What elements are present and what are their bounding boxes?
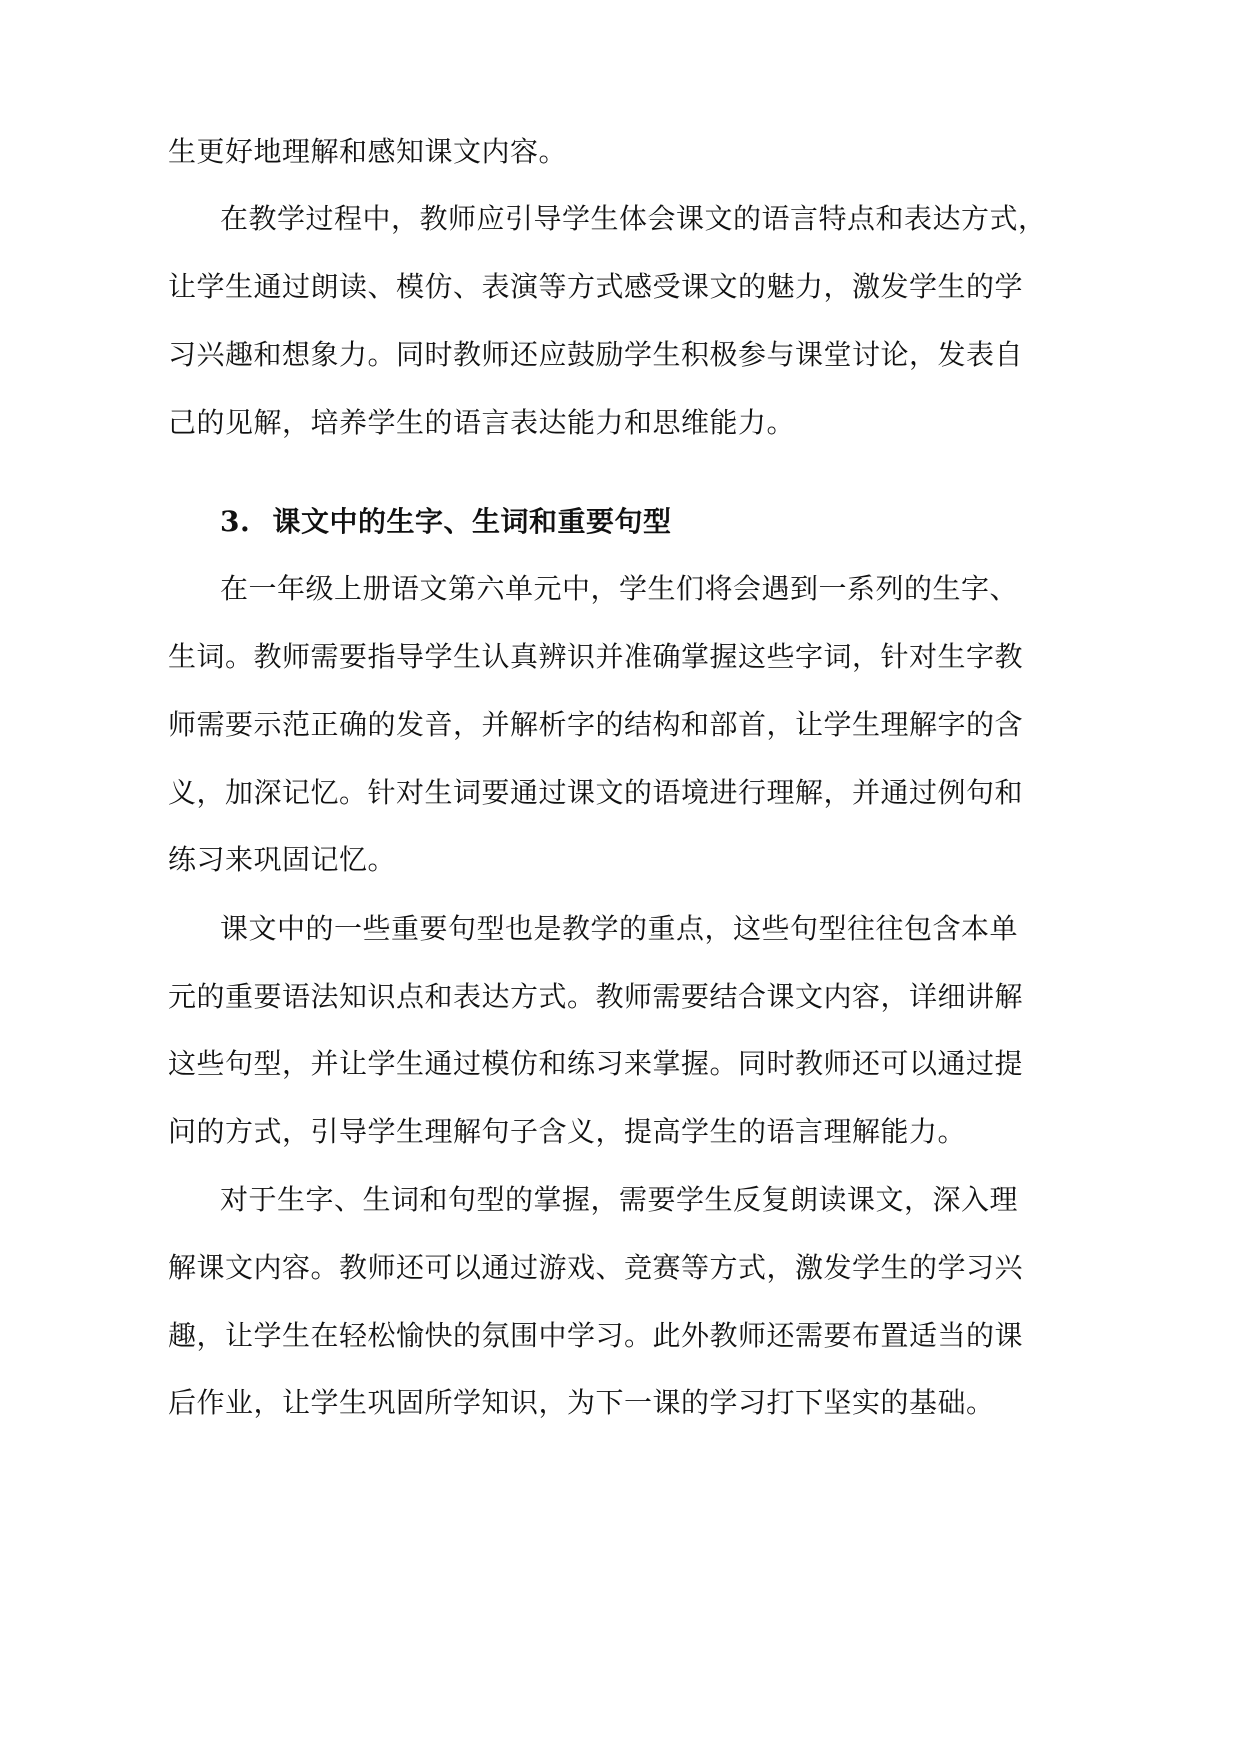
paragraph-line: 让学生通过朗读、模仿、表演等方式感受课文的魅力，激发学生的学 [168,270,1024,303]
paragraph-line: 趣，让学生在轻松愉快的氛围中学习。此外教师还需要布置适当的课 [168,1319,1024,1352]
paragraph-line: 课文中的一些重要句型也是教学的重点，这些句型往往包含本单 [220,912,1019,945]
section-title: 课文中的生字、生词和重要句型 [272,505,672,538]
paragraph-line: 后作业，让学生巩固所学知识，为下一课的学习打下坚实的基础。 [168,1386,995,1419]
paragraph-line: 师需要示范正确的发音，并解析字的结构和部首，让学生理解字的含 [168,708,1024,741]
section-number: 3. [220,505,251,538]
paragraph-line: 生更好地理解和感知课文内容。 [168,135,568,168]
paragraph-line: 这些句型，并让学生通过模仿和练习来掌握。同时教师还可以通过提 [168,1047,1024,1080]
paragraph-line: 练习来巩固记忆。 [168,843,397,876]
paragraph-line: 在教学过程中，教师应引导学生体会课文的语言特点和表达方式， [220,202,1047,235]
paragraph-line: 己的见解，培养学生的语言表达能力和思维能力。 [168,406,796,439]
paragraph-line: 问的方式，引导学生理解句子含义，提高学生的语言理解能力。 [168,1115,967,1148]
paragraph-line: 在一年级上册语文第六单元中，学生们将会遇到一系列的生字、 [220,572,1019,605]
paragraph-line: 解课文内容。教师还可以通过游戏、竞赛等方式，激发学生的学习兴 [168,1251,1024,1284]
paragraph-line: 元的重要语法知识点和表达方式。教师需要结合课文内容，详细讲解 [168,980,1024,1013]
paragraph-line: 义，加深记忆。针对生词要通过课文的语境进行理解，并通过例句和 [168,776,1024,809]
paragraph-line: 生词。教师需要指导学生认真辨识并准确掌握这些字词，针对生字教 [168,640,1024,673]
section-heading [220,502,672,542]
paragraph-line: 对于生字、生词和句型的掌握，需要学生反复朗读课文，深入理 [220,1183,1019,1216]
paragraph-line: 习兴趣和想象力。同时教师还应鼓励学生积极参与课堂讨论，发表自 [168,338,1024,371]
